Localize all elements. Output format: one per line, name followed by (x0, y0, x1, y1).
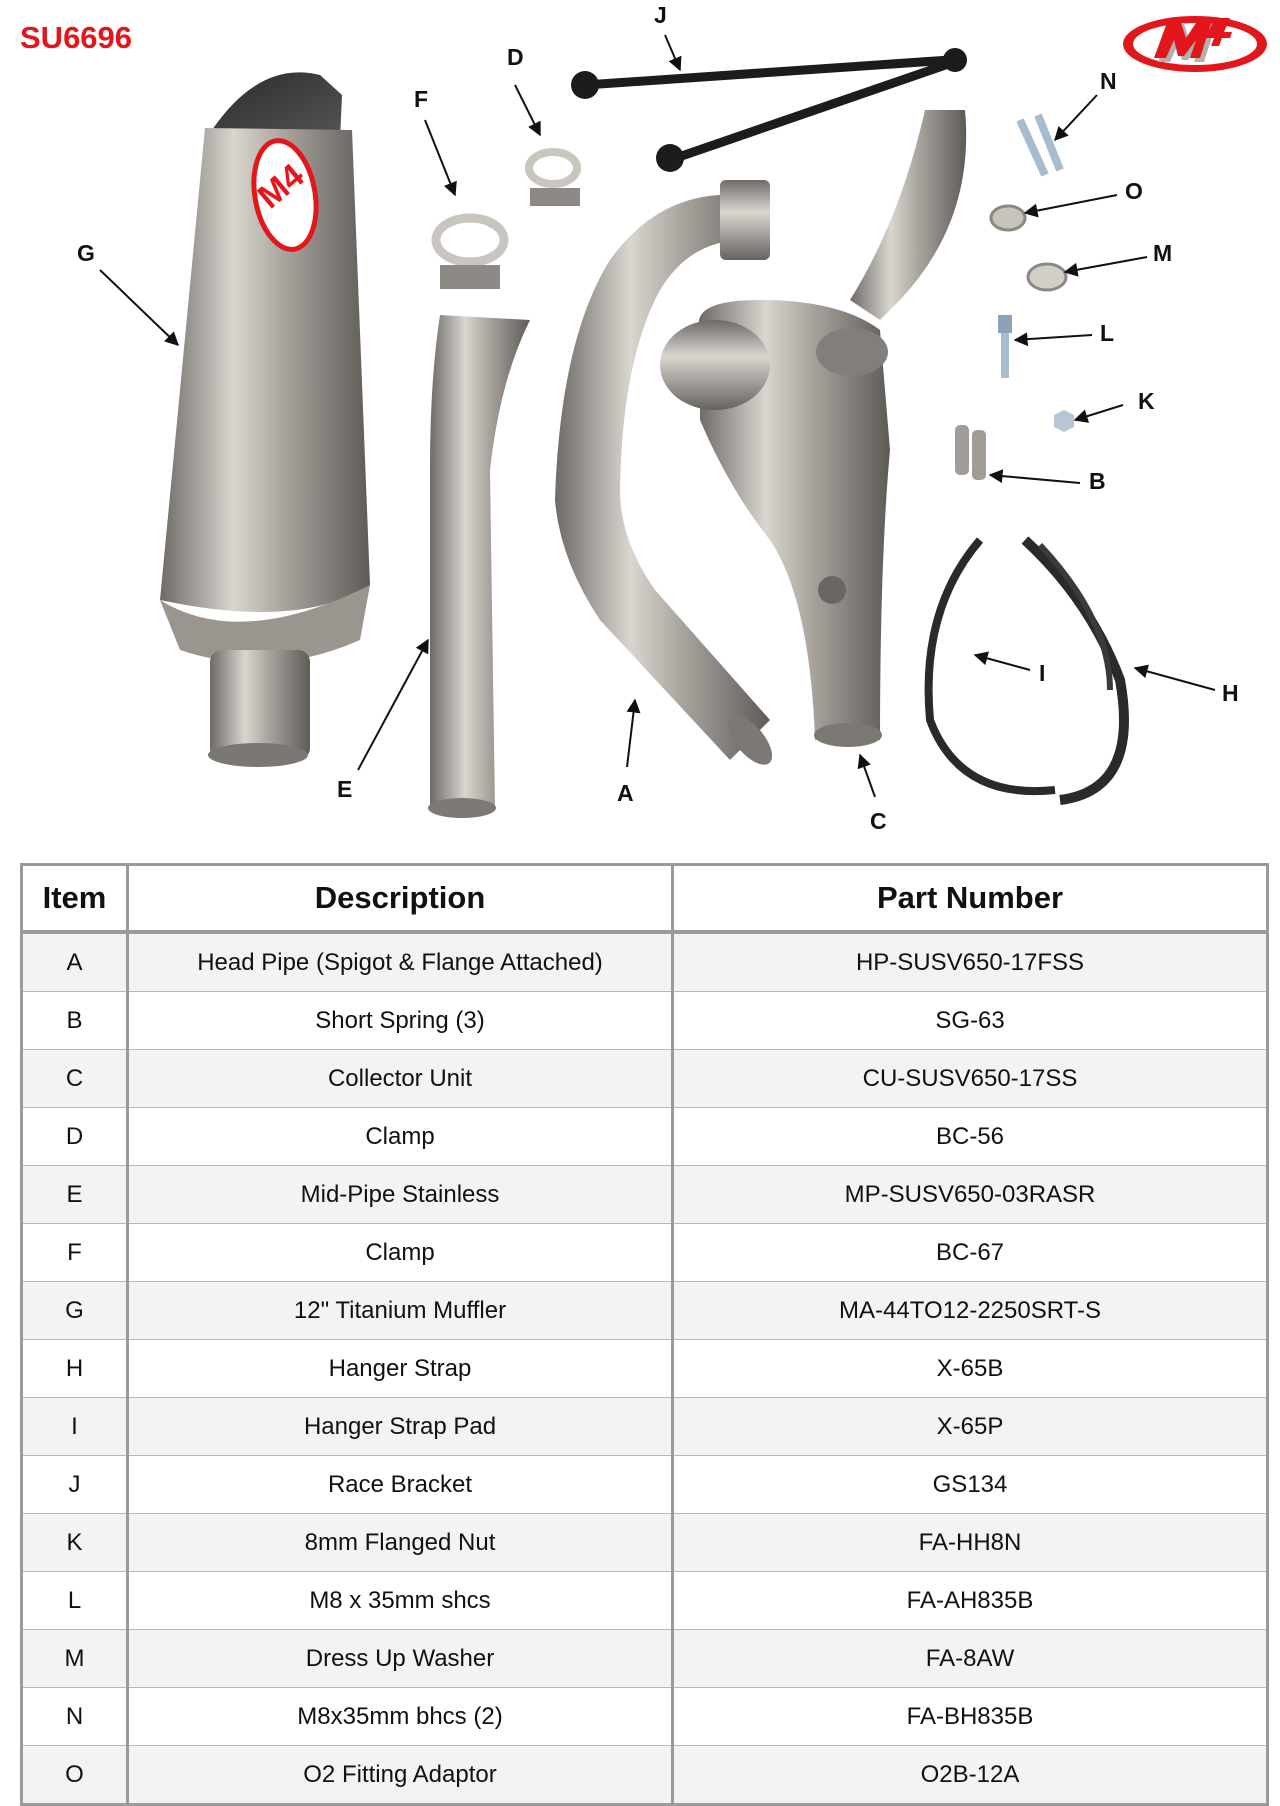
cell-item: D (22, 1108, 128, 1166)
table-row (22, 1166, 1268, 1224)
table-row (22, 1630, 1268, 1688)
callout-j: J (654, 2, 667, 28)
cell-item: I (22, 1398, 128, 1456)
svg-text:M4: M4 (250, 156, 312, 217)
callout-h: H (1222, 680, 1239, 706)
callout-l: L (1100, 320, 1115, 346)
document-code: SU6696 (20, 20, 133, 55)
cell-description: Collector Unit (128, 1050, 673, 1108)
callout-i: I (1039, 660, 1046, 686)
clamp-f (436, 218, 504, 289)
cell-part-number: SG-63 (673, 992, 1268, 1050)
cell-item: O (22, 1746, 128, 1805)
cell-item: B (22, 992, 128, 1050)
cell-part-number: HP-SUSV650-17FSS (673, 932, 1268, 992)
cell-part-number: BC-56 (673, 1108, 1268, 1166)
cell-item: E (22, 1166, 128, 1224)
callout-d: D (507, 44, 524, 70)
table-row (22, 1224, 1268, 1282)
clamp-d (529, 152, 580, 206)
cell-part-number: MP-SUSV650-03RASR (673, 1166, 1268, 1224)
o2-adaptor-o (991, 206, 1025, 230)
cell-description: Dress Up Washer (128, 1630, 673, 1688)
table-row (22, 1456, 1268, 1514)
table-row (22, 1746, 1268, 1805)
cell-part-number: FA-BH835B (673, 1688, 1268, 1746)
cell-description: 8mm Flanged Nut (128, 1514, 673, 1572)
cell-part-number: MA-44TO12-2250SRT-S (673, 1282, 1268, 1340)
callout-b: B (1089, 468, 1106, 494)
cell-item: L (22, 1572, 128, 1630)
cell-item: C (22, 1050, 128, 1108)
cell-description: Mid-Pipe Stainless (128, 1166, 673, 1224)
cell-description: Clamp (128, 1224, 673, 1282)
callout-m: M (1153, 240, 1173, 266)
cell-part-number: FA-HH8N (673, 1514, 1268, 1572)
parts-table (20, 863, 1269, 1806)
table-row (22, 1688, 1268, 1746)
table-row (22, 992, 1268, 1050)
race-bracket-j (571, 48, 967, 172)
table-row (22, 1398, 1268, 1456)
callout-a: A (617, 780, 634, 806)
cell-description: Clamp (128, 1108, 673, 1166)
table-row (22, 932, 1268, 992)
cell-item: K (22, 1514, 128, 1572)
cell-part-number: BC-67 (673, 1224, 1268, 1282)
callout-e: E (337, 776, 353, 802)
bolts-n (1020, 115, 1060, 175)
cell-item: M (22, 1630, 128, 1688)
callout-c: C (870, 808, 887, 834)
cell-description: M8 x 35mm shcs (128, 1572, 673, 1630)
callout-g: G (77, 240, 95, 266)
muffler-g (160, 72, 370, 767)
cell-item: H (22, 1340, 128, 1398)
table-row (22, 1108, 1268, 1166)
cell-part-number: GS134 (673, 1456, 1268, 1514)
cell-description: M8x35mm bhcs (2) (128, 1688, 673, 1746)
bolt-l (998, 315, 1012, 378)
cell-description: Head Pipe (Spigot & Flange Attached) (128, 932, 673, 992)
cell-part-number: O2B-12A (673, 1746, 1268, 1805)
table-row (22, 1340, 1268, 1398)
table-row (22, 1282, 1268, 1340)
cell-description: O2 Fitting Adaptor (128, 1746, 673, 1805)
callout-n: N (1100, 68, 1117, 94)
flanged-nut-k (1054, 410, 1074, 432)
cell-item: G (22, 1282, 128, 1340)
header-item: Item (22, 865, 128, 933)
table-header-row (22, 865, 1268, 933)
springs-b (955, 425, 986, 480)
mid-pipe-e (430, 315, 530, 810)
cell-part-number: FA-8AW (673, 1630, 1268, 1688)
cell-description: Short Spring (3) (128, 992, 673, 1050)
cell-item: F (22, 1224, 128, 1282)
cell-description: Race Bracket (128, 1456, 673, 1514)
callout-k: K (1138, 388, 1155, 414)
cell-description: 12" Titanium Muffler (128, 1282, 673, 1340)
cell-part-number: X-65P (673, 1398, 1268, 1456)
parts-photo (0, 0, 1280, 850)
cell-part-number: CU-SUSV650-17SS (673, 1050, 1268, 1108)
cell-description: Hanger Strap Pad (128, 1398, 673, 1456)
cell-item: N (22, 1688, 128, 1746)
header-description: Description (128, 865, 673, 933)
cell-part-number: X-65B (673, 1340, 1268, 1398)
cell-description: Hanger Strap (128, 1340, 673, 1398)
table-row (22, 1572, 1268, 1630)
cell-item: J (22, 1456, 128, 1514)
cell-item: A (22, 932, 128, 992)
callout-f: F (414, 86, 429, 112)
cell-part-number: FA-AH835B (673, 1572, 1268, 1630)
callout-o: O (1125, 178, 1143, 204)
hanger-strap-pad-i (929, 540, 1055, 791)
table-row (22, 1050, 1268, 1108)
table-row (22, 1514, 1268, 1572)
header-part-number: Part Number (673, 865, 1268, 933)
washer-m (1028, 264, 1066, 290)
